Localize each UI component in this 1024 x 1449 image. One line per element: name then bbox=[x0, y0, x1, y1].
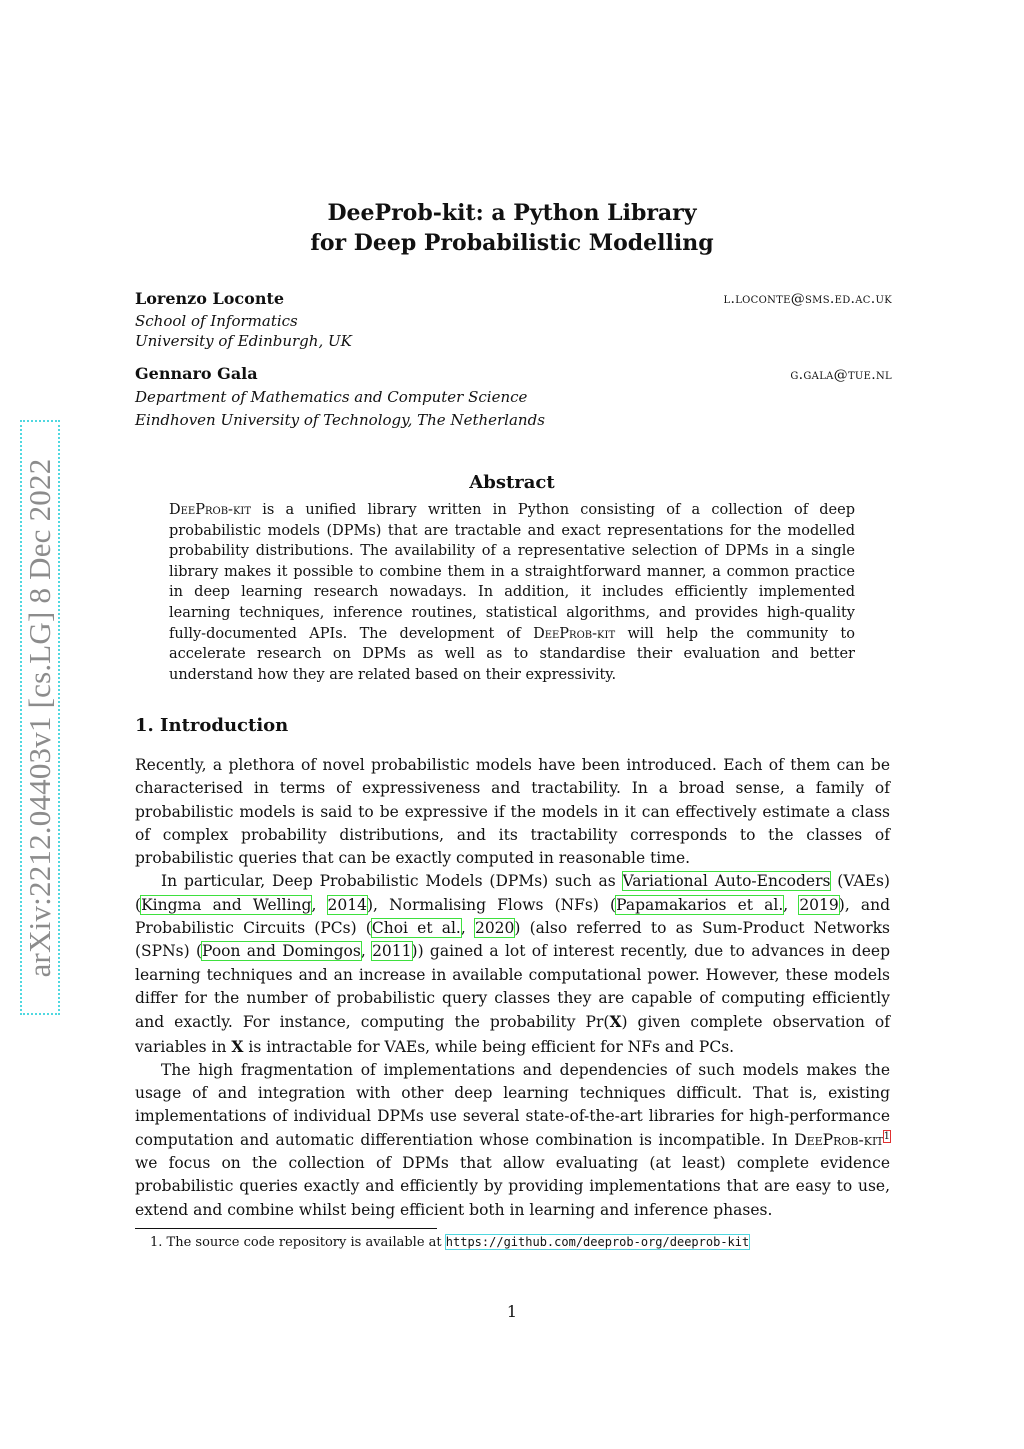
introduction-body bbox=[135, 754, 890, 1222]
abstract-part-1: is a unified library written in Python consisting of a collection of deep probabilistic models (DPMs) that are tractable and exact representations for the modelled probability distributions. The availability of a representative selection of DPMs in a single library makes it possible to combine them in a straightforward manner, a common practice in deep learning research nowadays. In addition, it includes efficiently implemented learning techniques, inference routines, statistical algorithms, and provides high-quality fully-documented APIs. The development of bbox=[169, 502, 855, 642]
p2-text: )) gained a lot of interest recently, due to advances in deep learning techniques and an increase in available computational power. However, these models differ for the number of probabilistic query classes they are capable of computing efficiently and exactly. For instance, computing the probability Pr( bbox=[135, 942, 891, 1032]
footnote bbox=[150, 1235, 749, 1250]
p3-text: we focus on the collection of DPMs that allow evaluating (at least) complete evidence probabilistic queries exactly and efficiently by providing implementations that are easy to use, extend and combine whilst being efficient both in learning and inference phases. bbox=[135, 1154, 890, 1219]
abstract-library-name: DeeProb-kit bbox=[169, 502, 252, 518]
page-number: 1 bbox=[506, 1302, 518, 1321]
p2-text: ), and Probabilistic Circuits (PCs) ( bbox=[135, 895, 891, 938]
author-email-2[interactable]: g.gala@tue.nl bbox=[790, 367, 892, 383]
p2-text: (VAEs) ( bbox=[135, 872, 890, 914]
p2-text: , bbox=[460, 919, 475, 938]
intro-paragraph-2 bbox=[135, 870, 890, 1058]
citation-poon-link[interactable]: Poon and Domingos bbox=[202, 942, 361, 961]
p2-text: ), Normalising Flows (NFs) ( bbox=[366, 895, 617, 914]
title-line-2: for Deep Probabilistic Modelling bbox=[310, 230, 714, 256]
citation-choi-year-link[interactable]: 2020 bbox=[474, 919, 515, 938]
footnote-text: The source code repository is available at bbox=[166, 1235, 446, 1250]
intro-paragraph-1: Recently, a plethora of novel probabilistic models have been introduced. Each of them can be characterised in terms of expressiveness and tractability. In a broad sense, a family of probabilistic models is said to be expressive if the models in it can effectively estimate a class of complex probability distributions, and its tractability corresponds to the classes of probabilistic queries that can be exactly computed in reasonable time. bbox=[135, 756, 890, 868]
bold-variable-x: X bbox=[609, 1012, 622, 1032]
p2-text: , bbox=[783, 895, 800, 914]
citation-papamakarios-year-link[interactable]: 2019 bbox=[799, 895, 839, 914]
footnote-divider bbox=[135, 1228, 437, 1229]
author-email-1[interactable]: l.loconte@sms.ed.ac.uk bbox=[723, 291, 892, 307]
p2-text: ) (also referred to as Sum-Product Networks (SPNs) ( bbox=[135, 919, 890, 961]
citation-papamakarios-link[interactable]: Papamakarios et al. bbox=[616, 895, 784, 914]
footnote-number: 1. bbox=[150, 1235, 163, 1250]
citation-poon-year-link[interactable]: 2011 bbox=[372, 942, 412, 961]
author-affiliation-2-line-2: Eindhoven University of Technology, The Netherlands bbox=[135, 411, 545, 429]
author-name-2: Gennaro Gala bbox=[135, 364, 258, 383]
footnote-url-link[interactable]: https://github.com/deeprob-org/deeprob-kit bbox=[445, 1235, 750, 1249]
author-affiliation-1-line-2: University of Edinburgh, UK bbox=[135, 332, 352, 350]
p2-text: is intractable for VAEs, while being efficient for NFs and PCs. bbox=[243, 1037, 735, 1056]
citation-kingma-year-link[interactable]: 2014 bbox=[327, 895, 367, 914]
arxiv-identifier-text: arXiv:2212.04403v1 [cs.LG] 8 Dec 2022 bbox=[22, 458, 57, 977]
library-name-inline: DeeProb-kit bbox=[794, 1130, 884, 1149]
bold-variable-x: X bbox=[231, 1036, 244, 1056]
p2-text: ) given complete observation of variables in bbox=[135, 1013, 890, 1056]
author-affiliation-2-line-1: Department of Mathematics and Computer Science bbox=[135, 388, 528, 406]
author-name-1: Lorenzo Loconte bbox=[135, 289, 285, 308]
citation-kingma-link[interactable]: Kingma and Welling bbox=[141, 895, 312, 914]
arxiv-identifier-stamp[interactable] bbox=[20, 420, 60, 1015]
section-heading-introduction: 1. Introduction bbox=[135, 715, 289, 736]
p2-text: In particular, Deep Probabilistic Models (DPMs) such as bbox=[161, 872, 623, 891]
title-line-1: DeeProb-kit: a Python Library bbox=[327, 200, 697, 226]
p2-text: , bbox=[311, 895, 328, 914]
paper-title bbox=[0, 198, 1024, 258]
citation-choi-link[interactable]: Choi et al. bbox=[371, 919, 461, 938]
abstract-library-name-2: DeeProb-kit bbox=[533, 625, 616, 642]
footnote-reference-link[interactable]: 1 bbox=[883, 1130, 890, 1142]
p3-text: The high fragmentation of implementations and dependencies of such models makes the usage of and integration with other deep learning techniques difficult. That is, existing implementations of individual DPMs use several state-of-the-art libraries for high-performance computation and automatic differentiation whose combination is incompatible. In bbox=[135, 1060, 890, 1149]
abstract-part-2: will help the community to accelerate research on DPMs as well as to standardise their evaluation and better understand how they are related based on their expressivity. bbox=[169, 625, 855, 683]
p2-text: , bbox=[360, 942, 373, 961]
author-affiliation-1-line-1: School of Informatics bbox=[135, 312, 298, 330]
citation-vae-link[interactable]: Variational Auto-Encoders bbox=[622, 872, 831, 891]
abstract-text bbox=[169, 500, 855, 685]
abstract-heading: Abstract bbox=[469, 472, 555, 493]
intro-paragraph-3 bbox=[135, 1059, 890, 1222]
